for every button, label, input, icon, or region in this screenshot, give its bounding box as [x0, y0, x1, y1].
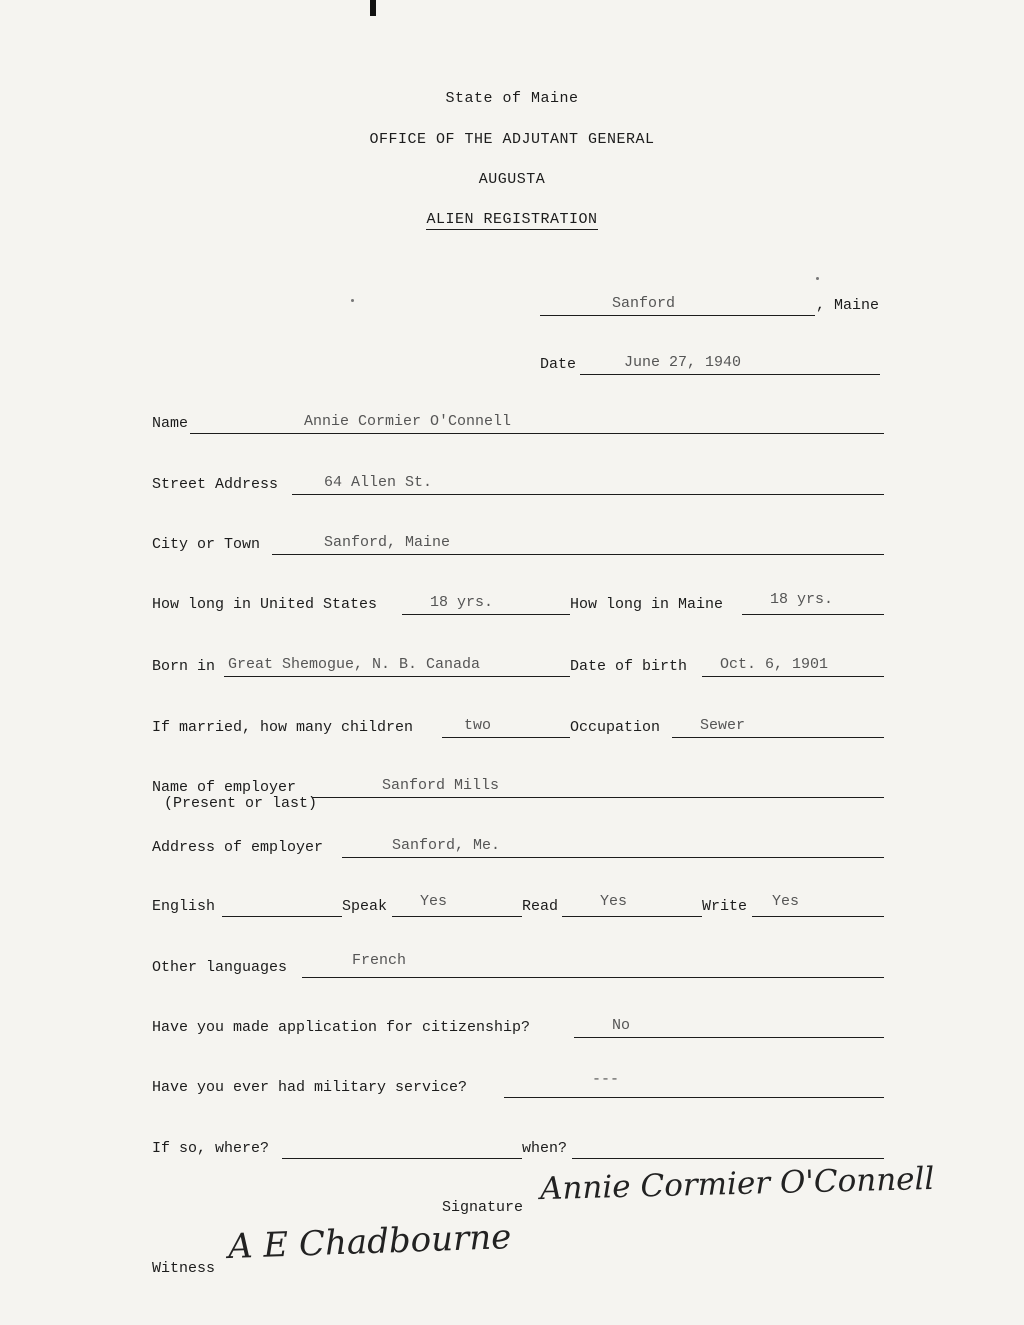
paper-speck [816, 277, 819, 280]
employer-value: Sanford Mills [382, 777, 500, 794]
dob-label: Date of birth [570, 658, 688, 675]
us-years-label: How long in United States [152, 596, 378, 613]
maine-years-label: How long in Maine [570, 596, 724, 613]
born-label: Born in [152, 658, 216, 675]
birth-row [152, 651, 884, 677]
date-label: Date [540, 356, 577, 373]
employer-address-value: Sanford, Me. [392, 837, 501, 854]
name-value: Annie Cormier O'Connell [304, 413, 512, 430]
born-value: Great Shemogue, N. B. Canada [228, 656, 481, 673]
english-label: English [152, 898, 216, 915]
when-line [572, 1138, 884, 1159]
date-value: June 27, 1940 [624, 354, 742, 371]
military-value: --- [592, 1071, 620, 1088]
read-label: Read [522, 898, 559, 915]
city-field [152, 529, 884, 555]
english-line [222, 896, 342, 917]
other-languages-field [152, 952, 884, 978]
read-value: Yes [600, 893, 628, 910]
speak-line [392, 896, 522, 917]
military-field [152, 1072, 884, 1098]
form-title: ALIEN REGISTRATION [426, 211, 598, 228]
place-suffix: , Maine [816, 297, 880, 314]
top-edge-mark [370, 0, 376, 16]
place-field [540, 290, 885, 316]
city-label: City or Town [152, 536, 261, 553]
signature-label-field [442, 1192, 542, 1218]
read-line [562, 896, 702, 917]
place-line [540, 295, 815, 316]
other-languages-value: French [352, 952, 407, 969]
us-years-value: 18 yrs. [430, 594, 494, 611]
witness-label: Witness [152, 1260, 216, 1277]
where-label: If so, where? [152, 1140, 270, 1157]
children-line [442, 717, 570, 738]
employer-sublabel: (Present or last) [164, 795, 318, 812]
name-field [152, 408, 884, 434]
speak-value: Yes [420, 893, 448, 910]
children-label: If married, how many children [152, 719, 414, 736]
street-field [152, 469, 884, 495]
where-when-row [152, 1133, 884, 1159]
children-value: two [464, 717, 492, 734]
citizenship-label: Have you made application for citizenship? [152, 1019, 531, 1036]
city-value: Sanford, Maine [324, 534, 451, 551]
date-field [540, 349, 885, 375]
occupation-label: Occupation [570, 719, 661, 736]
where-line [282, 1138, 522, 1159]
citizenship-value: No [612, 1017, 631, 1034]
speak-label: Speak [342, 898, 388, 915]
witness-handwritten: A E Chadbourne [227, 1217, 512, 1267]
employer-label: Name of employer [152, 779, 297, 796]
residence-duration-row [152, 589, 884, 615]
signature-handwritten: Annie Cormier O'Connell [539, 1160, 935, 1208]
employer-address-label: Address of employer [152, 839, 324, 856]
english-row [152, 891, 884, 917]
header-city: AUGUSTA [478, 171, 546, 188]
street-label: Street Address [152, 476, 279, 493]
header-state: State of Maine [445, 90, 579, 107]
military-label: Have you ever had military service? [152, 1079, 468, 1096]
employer-address-field [152, 832, 884, 858]
write-value: Yes [772, 893, 800, 910]
street-value: 64 Allen St. [324, 474, 433, 491]
write-label: Write [702, 898, 748, 915]
signature-label: Signature [442, 1199, 524, 1216]
military-line [504, 1077, 884, 1098]
paper-speck [351, 299, 354, 302]
header-office: OFFICE OF THE ADJUTANT GENERAL [369, 131, 655, 148]
children-occupation-row [152, 712, 884, 738]
other-languages-label: Other languages [152, 959, 288, 976]
dob-value: Oct. 6, 1901 [720, 656, 829, 673]
when-label: when? [522, 1140, 568, 1157]
occupation-value: Sewer [700, 717, 746, 734]
maine-years-value: 18 yrs. [770, 591, 834, 608]
place-value: Sanford [612, 295, 676, 312]
name-line [190, 413, 884, 434]
name-label: Name [152, 415, 189, 432]
citizenship-field [152, 1012, 884, 1038]
